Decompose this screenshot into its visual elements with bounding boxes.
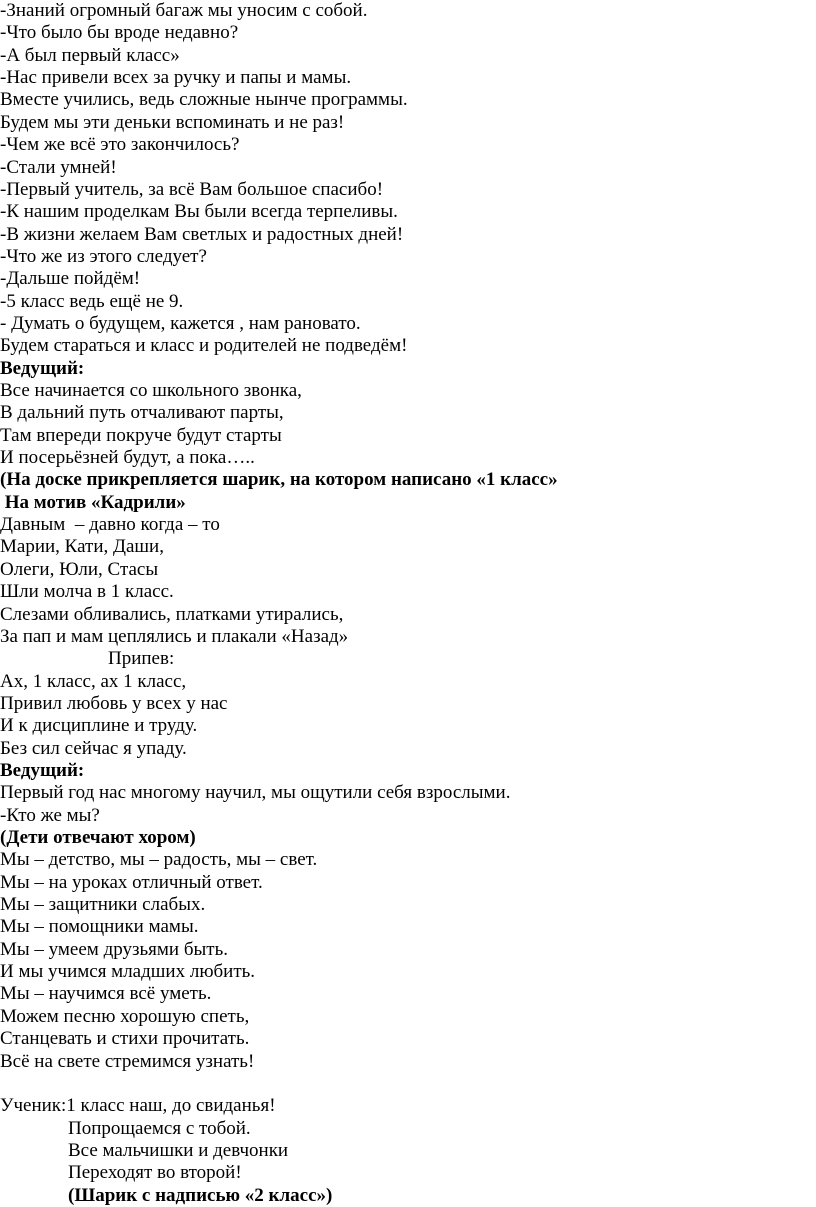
document-text-line: Первый год нас многому научил, мы ощутили себя взрослыми. [0,782,511,804]
document-text-line: И мы учимся младших любить. [0,961,256,983]
document-text-line: -Знаний огромный багаж мы уносим с собой. [0,0,368,21]
document-text-line: -Дальше пойдём! [0,268,141,290]
document-heading-line: Ведущий: [0,759,85,781]
document-text-line: Можем песню хорошую спеть, [0,1005,250,1027]
document-text-line: Попрощаемся с тобой. [68,1117,251,1139]
document-text-line: - Думать о будущем, кажется , нам рановато. [0,312,361,334]
document-text-line: Привил любовь у всех у нас [0,692,228,714]
document-text-line: Олеги, Юли, Стасы [0,558,159,580]
document-text-line: Там впереди покруче будут старты [0,424,282,446]
document-text-line: За пап и мам цеплялись и плакали «Назад» [0,625,349,647]
document-text-line: -Что же из этого следует? [0,245,207,267]
document-text-line: Мы – на уроках отличный ответ. [0,871,263,893]
document-text-line: Все начинается со школьного звонка, [0,380,302,401]
document-heading-line: (На доске прикрепляется шарик, на котором написано «1 класс» [0,469,558,491]
document-text-line: Будем мы эти деньки вспоминать и не раз! [0,111,345,133]
document-text-line: -Нас привели всех за ручку и папы и мамы. [0,67,352,89]
document-text-line: -Чем же всё это закончилось? [0,134,240,156]
document-heading-line: На мотив «Кадрили» [0,491,186,513]
document-heading-line: (Шарик с надписью «2 класс») [68,1184,333,1206]
document-text-line: -5 класс ведь ещё не 9. [0,290,184,312]
document-text-line: Переходят во второй! [68,1162,242,1184]
document-text-line: -В жизни желаем Вам светлых и радостных дней! [0,223,404,245]
document-text-line: Всё на свете стремимся узнать! [0,1050,255,1072]
document-text-line: Мы – умеем друзьями быть. [0,938,228,960]
document-text-line: Мы – защитники слабых. [0,894,206,915]
document-text-line: -Кто же мы? [0,804,100,826]
document-text-line: Давным – давно когда – то [0,514,220,536]
document-text-line: Мы – помощники мамы. [0,916,199,938]
document-text-line: Станцевать и стихи прочитать. [0,1028,250,1050]
document-text-line: И к дисциплине и труду. [0,715,198,737]
document-text-line: Без сил сейчас я упаду. [0,737,187,759]
document-text-line: В дальний путь отчаливают парты, [0,402,284,424]
document-text-line: -А был первый класс» [0,44,180,66]
document-text-line: Припев: [108,648,175,670]
document-text-line: Марии, Кати, Даши, [0,536,164,558]
document-text-line: И посерьёзней будут, а пока….. [0,447,255,468]
document-text-line: Будем стараться и класс и родителей не подведём! [0,335,408,357]
document-text-line: Ах, 1 класс, ах 1 класс, [0,670,187,692]
document-text-line: -К нашим проделкам Вы были всегда терпеливы. [0,201,398,223]
document-text-line: Мы – научимся всё уметь. [0,983,212,1005]
document-text-line: Мы – детство, мы – радость, мы – свет. [0,849,318,871]
document-text-line: Все мальчишки и девчонки [68,1139,289,1161]
document-text-line: -Что было бы вроде недавно? [0,22,239,44]
document-text-line: Ученик:1 класс наш, до свиданья! [0,1095,276,1117]
document-heading-line: (Дети отвечают хором) [0,827,196,848]
document-text-line: Слезами обливались, платками утирались, [0,603,344,625]
document-text-line: -Стали умней! [0,156,117,178]
document-heading-line: Ведущий: [0,357,85,379]
document-text-line: Вместе учились, ведь сложные нынче программы. [0,89,408,111]
document-text-line: -Первый учитель, за всё Вам большое спасибо! [0,178,384,200]
document-text-line: Шли молча в 1 класс. [0,581,174,603]
